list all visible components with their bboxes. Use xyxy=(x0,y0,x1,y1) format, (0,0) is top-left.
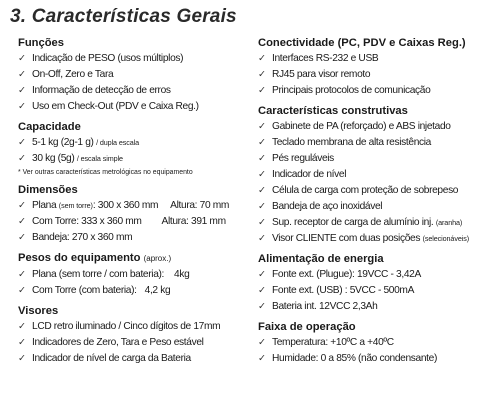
item-text: Célula de carga com proteção de sobrepeso xyxy=(272,185,459,196)
section-heading-funcoes: Funções xyxy=(18,37,65,49)
item-text: RJ45 para visor remoto xyxy=(272,69,371,80)
list-item xyxy=(18,214,246,230)
section-heading-pesos xyxy=(18,251,246,266)
list-item xyxy=(258,231,476,247)
list-item xyxy=(18,51,246,67)
list-item xyxy=(258,151,476,167)
list-item xyxy=(258,351,476,367)
check-icon: ✓ xyxy=(258,285,266,296)
item-text: Plana (sem torre / com bateria): xyxy=(32,269,165,280)
item-note: (selecionáveis) xyxy=(422,234,469,243)
page-title: 3. Características Gerais xyxy=(10,6,237,27)
check-icon: ✓ xyxy=(18,285,26,296)
check-icon: ✓ xyxy=(258,337,266,348)
check-icon: ✓ xyxy=(258,353,266,364)
list-item xyxy=(258,183,476,199)
heading-text: Pesos do equipamento xyxy=(18,252,141,264)
list-item xyxy=(258,283,476,299)
item-text: Indicador de nível xyxy=(272,169,347,180)
check-icon: ✓ xyxy=(18,353,26,364)
list-item xyxy=(18,335,246,351)
check-icon: ✓ xyxy=(258,301,266,312)
item-text: Altura: 391 mm xyxy=(161,216,226,227)
item-text: Humidade: 0 a 85% (não condensante) xyxy=(272,353,438,364)
check-icon: ✓ xyxy=(18,200,26,211)
list-item xyxy=(18,351,246,367)
right-column xyxy=(258,36,476,367)
item-text: Com Torre (com bateria): xyxy=(32,285,137,296)
list-item xyxy=(18,319,246,335)
list-item xyxy=(18,99,246,115)
section-heading-operacao: Faixa de operação xyxy=(258,321,356,333)
item-text: Plana xyxy=(32,200,57,211)
item-text: Visor CLIENTE com duas posições xyxy=(272,233,421,244)
list-item xyxy=(258,67,476,83)
item-text: 30 kg (5g) xyxy=(32,153,75,164)
item-note: (aranha) xyxy=(435,218,463,227)
check-icon: ✓ xyxy=(18,232,26,243)
item-text: Bateria int. 12VCC 2,3Ah xyxy=(272,301,378,312)
check-icon: ✓ xyxy=(258,53,266,64)
item-text: On-Off, Zero e Tara xyxy=(32,69,114,80)
list-item xyxy=(18,83,246,99)
list-item xyxy=(18,67,246,83)
check-icon: ✓ xyxy=(258,233,266,244)
list-item xyxy=(18,267,246,283)
list-item xyxy=(18,151,246,167)
check-icon: ✓ xyxy=(258,169,266,180)
check-icon: ✓ xyxy=(258,137,266,148)
section-heading-construtivas: Características construtivas xyxy=(258,105,408,117)
list-item xyxy=(258,215,476,231)
check-icon: ✓ xyxy=(18,153,26,164)
item-text: Fonte ext. (USB) : 5VCC - 500mA xyxy=(272,285,415,296)
list-item xyxy=(258,299,476,315)
item-text: Sup. receptor de carga de alumínio inj. xyxy=(272,217,434,228)
check-icon: ✓ xyxy=(18,216,26,227)
item-note: (sem torre) xyxy=(58,201,93,210)
section-heading-conectividade: Conectividade (PC, PDV e Caixas Reg.) xyxy=(258,37,466,49)
list-item xyxy=(258,199,476,215)
item-text: 4,2 kg xyxy=(144,285,171,296)
left-column xyxy=(18,36,246,367)
list-item xyxy=(18,283,246,299)
list-item xyxy=(258,335,476,351)
list-item xyxy=(18,230,246,246)
list-item xyxy=(258,135,476,151)
check-icon: ✓ xyxy=(18,137,26,148)
check-icon: ✓ xyxy=(18,321,26,332)
item-text: Indicador de nível de carga da Bateria xyxy=(32,353,191,364)
item-text: Teclado membrana de alta resistência xyxy=(272,137,431,148)
item-text: Uso em Check-Out (PDV e Caixa Reg.) xyxy=(32,101,199,112)
item-text: Indicadores de Zero, Tara e Peso estável xyxy=(32,337,204,348)
check-icon: ✓ xyxy=(18,269,26,280)
list-item xyxy=(258,83,476,99)
check-icon: ✓ xyxy=(18,69,26,80)
section-heading-visores: Visores xyxy=(18,305,59,317)
check-icon: ✓ xyxy=(258,85,266,96)
check-icon: ✓ xyxy=(18,337,26,348)
check-icon: ✓ xyxy=(18,101,26,112)
section-heading-capacidade: Capacidade xyxy=(18,121,81,133)
item-text: Gabinete de PA (reforçado) e ABS injetado xyxy=(272,121,451,132)
item-text: Bandeja: 270 x 360 mm xyxy=(32,232,133,243)
item-text: Pés reguláveis xyxy=(272,153,334,164)
item-text: Bandeja de aço inoxidável xyxy=(272,201,383,212)
item-text: LCD retro iluminado / Cinco dígitos de 17mm xyxy=(32,321,221,332)
check-icon: ✓ xyxy=(18,85,26,96)
list-item xyxy=(18,198,246,214)
footnote: * Ver outras características metrológicas no equipamento xyxy=(18,169,193,176)
item-note: / dupla escala xyxy=(96,138,140,147)
item-text: Com Torre: 333 x 360 mm xyxy=(32,216,142,227)
item-note: / escala simple xyxy=(76,154,123,163)
list-item xyxy=(258,119,476,135)
item-text: Indicação de PESO (usos múltiplos) xyxy=(32,53,184,64)
check-icon: ✓ xyxy=(258,201,266,212)
check-icon: ✓ xyxy=(258,121,266,132)
check-icon: ✓ xyxy=(18,53,26,64)
item-text: 4kg xyxy=(174,269,190,280)
item-text: Interfaces RS-232 e USB xyxy=(272,53,379,64)
check-icon: ✓ xyxy=(258,69,266,80)
check-icon: ✓ xyxy=(258,217,266,228)
item-text: Informação de detecção de erros xyxy=(32,85,171,96)
item-text: Temperatura: +10ºC a +40ºC xyxy=(272,337,394,348)
item-text: : 300 x 360 mm xyxy=(92,200,159,211)
check-icon: ✓ xyxy=(258,153,266,164)
item-text: Altura: 70 mm xyxy=(170,200,230,211)
item-text: Fonte ext. (Plugue): 19VCC - 3,42A xyxy=(272,269,421,280)
list-item xyxy=(18,135,246,151)
item-text: 5-1 kg (2g-1 g) xyxy=(32,137,94,148)
check-icon: ✓ xyxy=(258,185,266,196)
list-item xyxy=(258,267,476,283)
list-item xyxy=(258,167,476,183)
list-item xyxy=(258,51,476,67)
heading-note: (aprox.) xyxy=(143,254,172,263)
item-text: Principais protocolos de comunicação xyxy=(272,85,431,96)
check-icon: ✓ xyxy=(258,269,266,280)
section-heading-dimensoes: Dimensões xyxy=(18,184,78,196)
section-heading-alimentacao: Alimentação de energia xyxy=(258,253,384,265)
